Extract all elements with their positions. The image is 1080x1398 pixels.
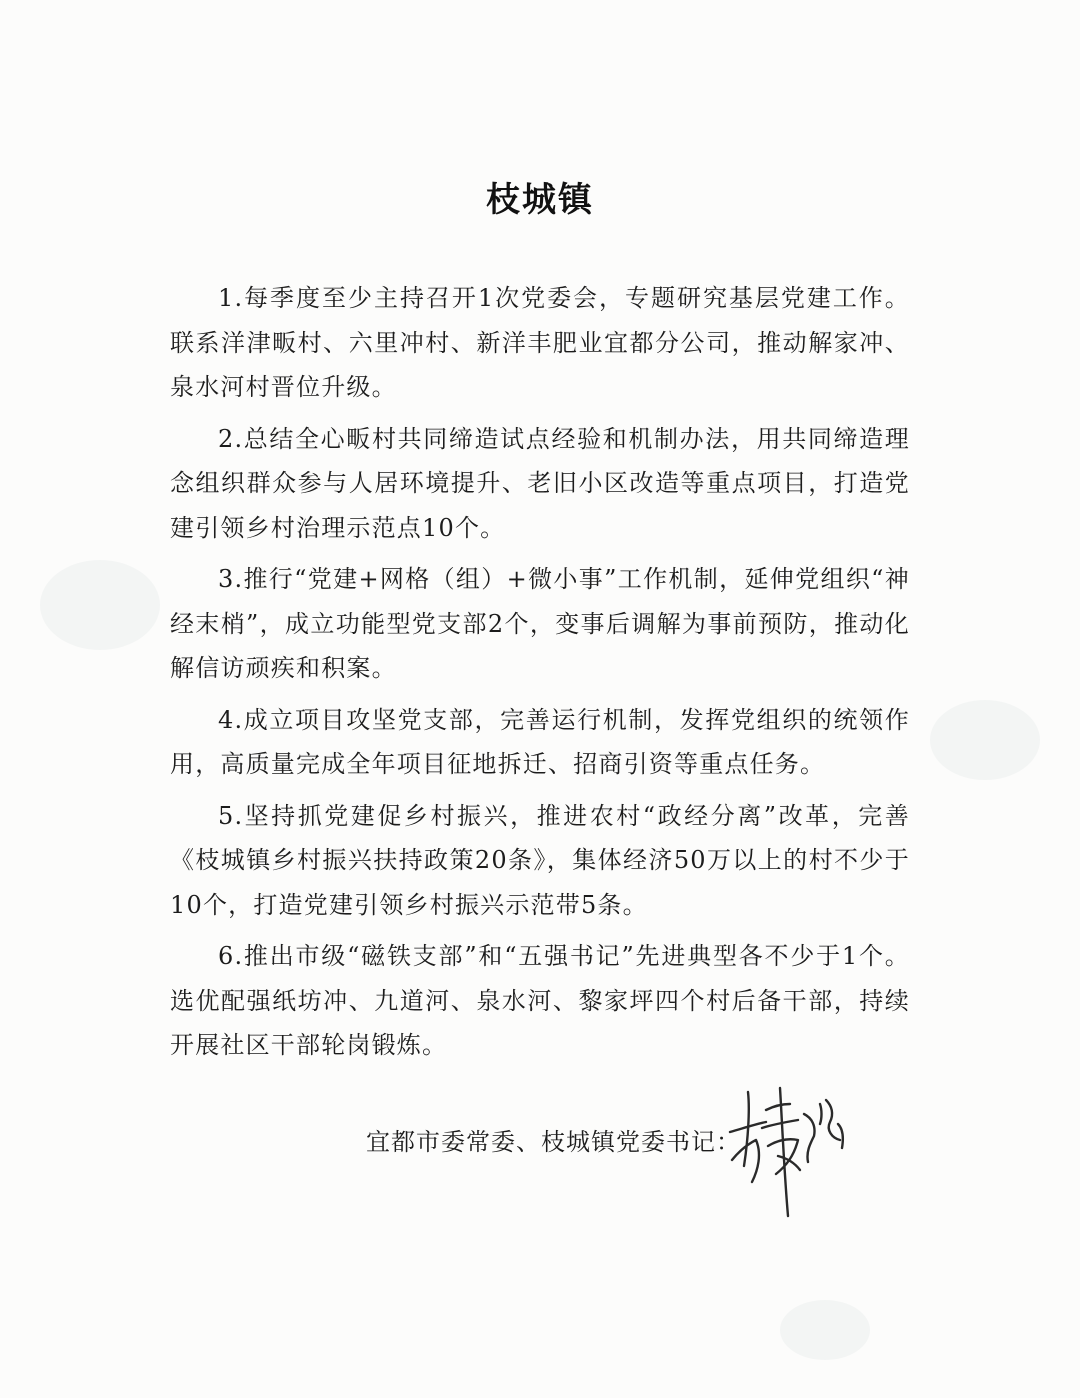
paragraph-5: 5.坚持抓党建促乡村振兴，推进农村“政经分离”改革，完善《枝城镇乡村振兴扶持政策20条》，集体经济50万以上的村不少于10个，打造党建引领乡村振兴示范带5条。 (170, 801, 910, 919)
paper-stain (780, 1300, 870, 1360)
paragraph-4: 4.成立项目攻坚党支部，完善运行机制，发挥党组织的统领作用，高质量完成全年项目征地拆迁、招商引资等重点任务。 (170, 705, 910, 778)
paragraph-1: 1.每季度至少主持召开1次党委会，专题研究基层党建工作。联系洋津畈村、六里冲村、新洋丰肥业宜都分公司，推动解家冲、泉水河村晋位升级。 (170, 284, 910, 401)
paper-stain (40, 560, 160, 650)
handwritten-signature (722, 1070, 862, 1230)
document-body (170, 276, 910, 1075)
paragraph-6: 6.推出市级“磁铁支部”和“五强书记”先进典型各不少于1个。选优配强纸坊冲、九道河、泉水河、黎家坪四个村后备干部，持续开展社区干部轮岗锻炼。 (170, 942, 910, 1059)
signature-line: 宜都市委常委、枝城镇党委书记： (366, 1128, 741, 1156)
paragraph-2: 2.总结全心畈村共同缔造试点经验和机制办法，用共同缔造理念组织群众参与人居环境提升、老旧小区改造等重点项目，打造党建引领乡村治理示范点10个。 (170, 424, 910, 542)
paper-stain (930, 700, 1040, 780)
paragraph-3: 3.推行“党建+网格（组）+微小事”工作机制，延伸党组织“神经末梢”，成立功能型党支部2个，变事后调解为事前预防，推动化解信访顽疾和积案。 (170, 565, 910, 682)
page-title: 枝城镇 (486, 180, 594, 220)
